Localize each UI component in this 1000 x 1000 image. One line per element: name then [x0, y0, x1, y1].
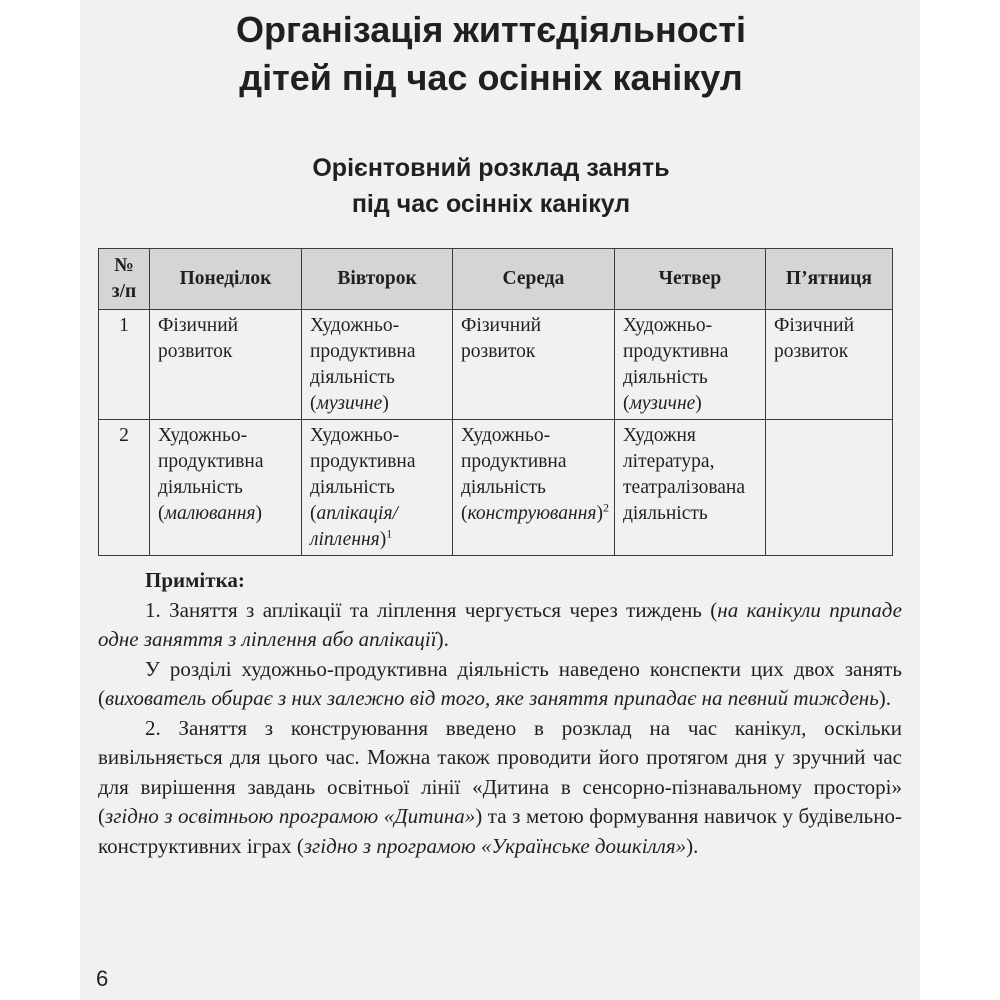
- note-paragraph: У розділі художньо-продуктивна діяльність наведено конспекти цих двох занять (вихователь обирає з них залежно від того, яке заняття припадає на певний тиждень).: [98, 656, 902, 710]
- header-friday: П’ятниця: [765, 249, 892, 310]
- subtitle-line-1: Орієнтовний розклад занять: [312, 154, 670, 182]
- table-header-row: [99, 249, 893, 310]
- cell-tuesday: Художньо-продуктивна діяльність (аплікація/ ліплення)$^1$: [302, 420, 453, 556]
- cell-tuesday: Художньо-продуктивна діяльність (музичне): [302, 310, 453, 420]
- subtitle-line-2: під час осінніх канікул: [351, 190, 631, 218]
- page-title: [80, 6, 902, 102]
- header-num: № з/п: [99, 249, 150, 310]
- cell-friday: Фізичний розвиток: [765, 310, 892, 420]
- row-number: 2: [99, 420, 150, 556]
- schedule-subtitle: [80, 150, 902, 222]
- title-line-1: Організація життєдіяльності: [236, 9, 746, 50]
- notes-section: [98, 566, 902, 861]
- header-monday: Понеділок: [150, 249, 302, 310]
- title-line-2: дітей під час осінніх канікул: [239, 57, 743, 98]
- cell-friday: [765, 420, 892, 556]
- cell-monday: Художньо-продуктивна діяльність (малювання): [150, 420, 302, 556]
- schedule-table: [98, 248, 893, 556]
- page-number: 6: [96, 966, 109, 991]
- header-wednesday: Середа: [453, 249, 615, 310]
- cell-wednesday: Художньо-продуктивна діяльність (конструювання)$^2$: [453, 420, 615, 556]
- table-row: [99, 420, 893, 556]
- footnote-mark: 2: [602, 500, 609, 515]
- cell-thursday: Художньо-продуктивна діяльність (музичне): [614, 310, 765, 420]
- cell-monday: Фізичний розвиток: [150, 310, 302, 420]
- cell-wednesday: Фізичний розвиток: [453, 310, 615, 420]
- table-row: [99, 310, 893, 420]
- cell-thursday: Художня література, театралізована діяльність: [614, 420, 765, 556]
- footnote-mark: 1: [386, 526, 393, 541]
- note-paragraph: 2. Заняття з конструювання введено в розклад на час канікул, оскільки вивільняється для цього час. Можна також проводити його протягом дня у зручний час для вирішення завдань освітньої лінії «Дитина в сенсорно-пізнавальному просторі» (згідно з освітньою програмою «Дитина») та з метою формування навичок у будівельно-конструктивних іграх (згідно з програмою «Українське дошкілля»).: [98, 715, 902, 858]
- header-tuesday: Вівторок: [302, 249, 453, 310]
- header-thursday: Четвер: [614, 249, 765, 310]
- page: [80, 0, 920, 1000]
- notes-heading: Примітка:: [145, 568, 245, 592]
- note-paragraph: 1. Заняття з аплікації та ліплення чергується через тиждень (на канікули припаде одне заняття з ліплення або аплікації).: [98, 597, 902, 651]
- row-number: 1: [99, 310, 150, 420]
